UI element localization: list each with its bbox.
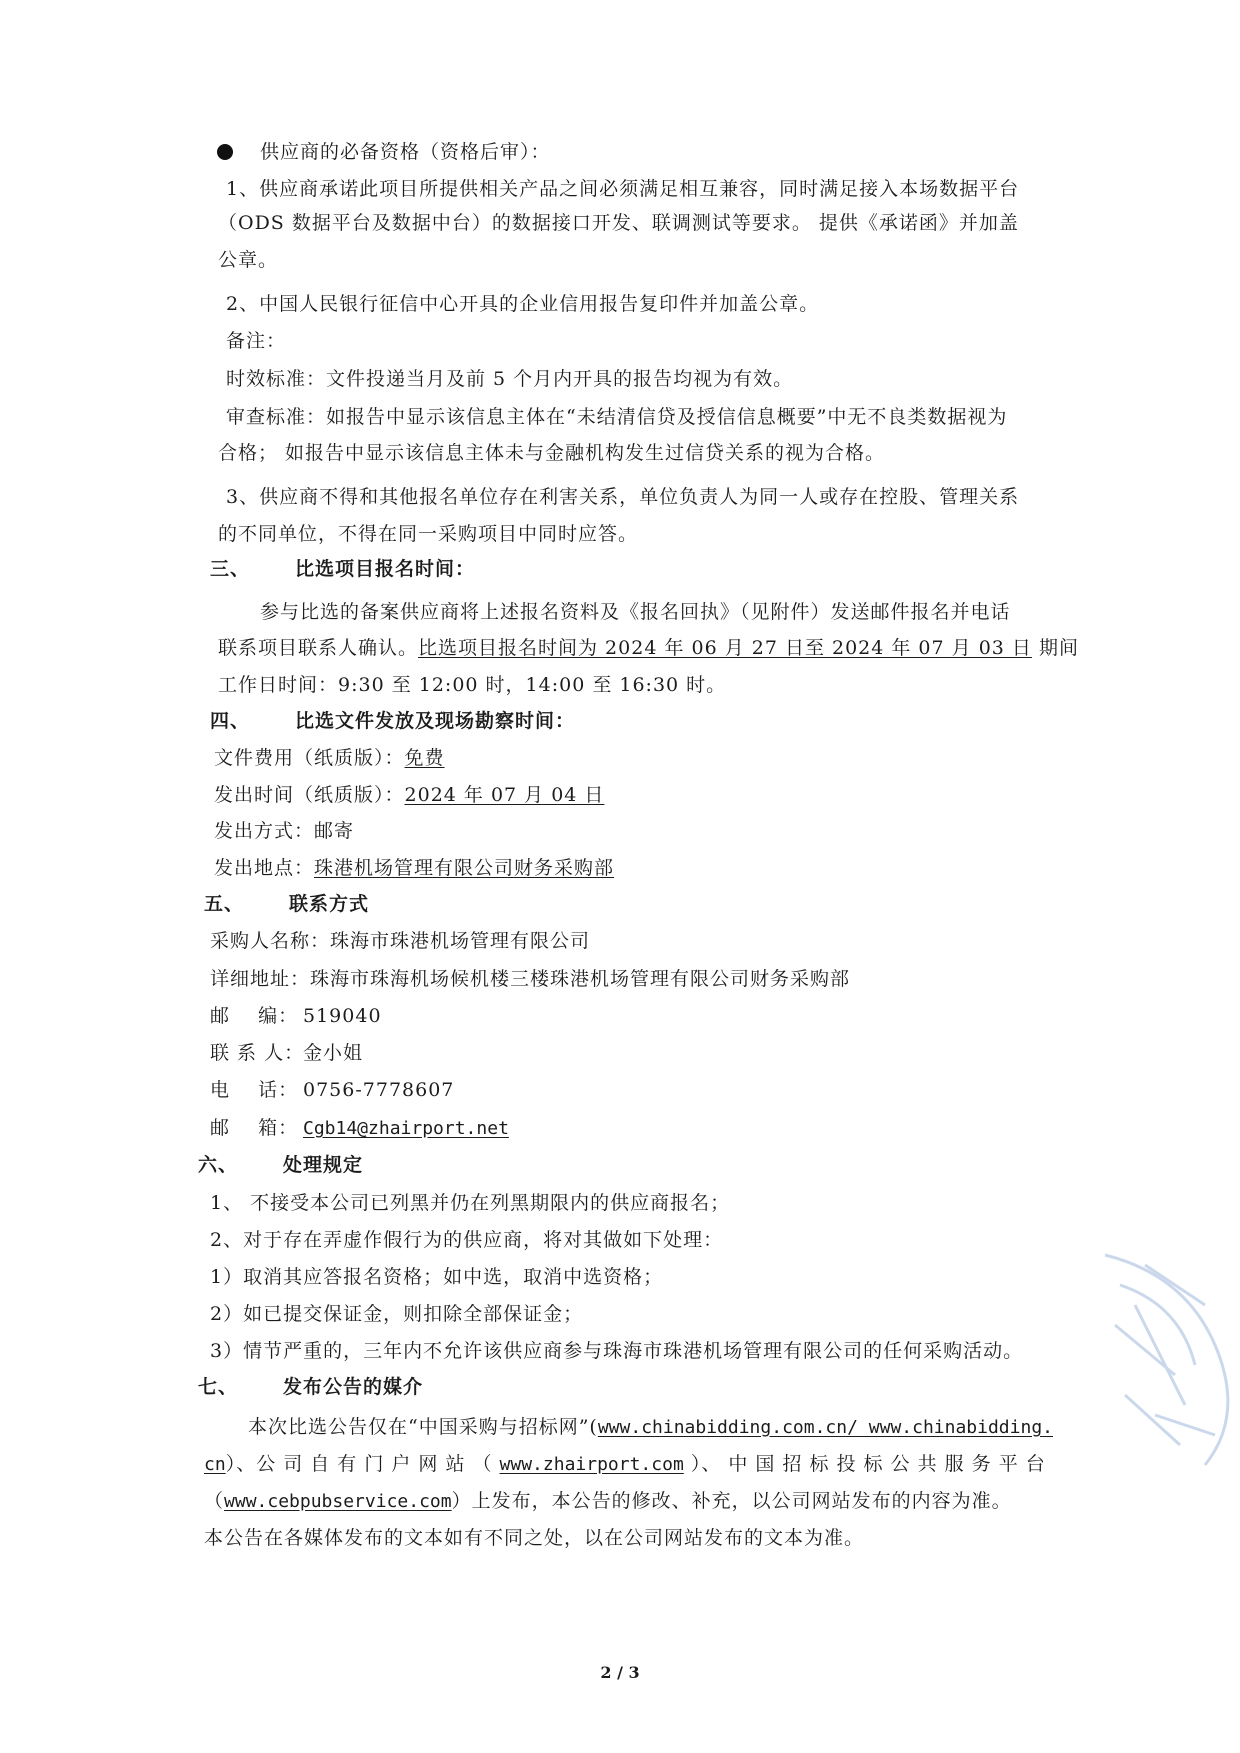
media-text-1: 本次比选公告仅在“中国采购与招标网”( bbox=[248, 1416, 598, 1438]
email-row bbox=[210, 1119, 509, 1138]
file-fee-value: 免费 bbox=[404, 747, 445, 769]
media-text-3: ）、 中 国 招 标 投 标 公 共 服 务 平 台 bbox=[683, 1453, 1046, 1475]
chinabidding-link[interactable]: www.chinabidding.com.cn/ www.chinabidding. bbox=[597, 1417, 1053, 1438]
contact-value: 金小姐 bbox=[303, 1042, 364, 1064]
review-standard-line-1: 审查标准：如报告中显示该信息主体在“未结清信贷及授信信息概要”中无不良类数据视为 bbox=[226, 406, 1008, 428]
zip-label: 邮 编： bbox=[210, 1005, 299, 1027]
media-line-3 bbox=[204, 1492, 1012, 1511]
buyer-name: 采购人名称：珠海市珠港机场管理有限公司 bbox=[210, 930, 591, 952]
requirement-3-line-1: 3、供应商不得和其他报名单位存在利害关系，单位负责人为同一人或存在控股、管理关系 bbox=[226, 486, 1020, 508]
contact-row bbox=[210, 1044, 363, 1063]
issue-method: 发出方式：邮寄 bbox=[214, 820, 355, 842]
section-4-title: 比选文件发放及现场勘察时间： bbox=[295, 710, 576, 732]
phone-label: 电 话： bbox=[210, 1079, 299, 1101]
section-7-heading bbox=[198, 1378, 423, 1397]
rule-1: 1、 不接受本公司已列黑并仍在列黑期限内的供应商报名； bbox=[210, 1192, 731, 1214]
section-4-number: 四、 bbox=[210, 710, 251, 732]
section-3-para-line-2 bbox=[218, 639, 1079, 658]
media-text-2: ）、公 司 自 有 门 户 网 站 （ bbox=[225, 1453, 500, 1475]
registration-period: 比选项目报名时间为 2024 年 06 月 27 日至 2024 年 07 月 03 日 bbox=[418, 637, 1032, 659]
zip-value: 519040 bbox=[303, 1005, 382, 1027]
section-5-number: 五、 bbox=[204, 893, 245, 915]
issue-time-row bbox=[214, 786, 604, 805]
section-4-heading bbox=[210, 712, 575, 731]
company-seal-stamp bbox=[1085, 1245, 1235, 1475]
media-line-4: 本公告在各媒体发布的文本如有不同之处，以在公司网站发布的文本为准。 bbox=[204, 1527, 865, 1549]
section-5-heading bbox=[204, 895, 369, 914]
section-6-heading bbox=[198, 1156, 363, 1175]
rule-2-2: 2）如已提交保证金，则扣除全部保证金； bbox=[210, 1303, 584, 1325]
chinabidding-link-end[interactable]: cn bbox=[204, 1454, 226, 1475]
contact-label: 联 系 人： bbox=[210, 1042, 305, 1064]
bullet-icon bbox=[217, 144, 233, 160]
requirement-2: 2、中国人民银行征信中心开具的企业信用报告复印件并加盖公章。 bbox=[226, 293, 820, 315]
rule-2-1: 1）取消其应答报名资格；如中选，取消中选资格； bbox=[210, 1266, 664, 1288]
buyer-address: 详细地址：珠海市珠海机场候机楼三楼珠港机场管理有限公司财务采购部 bbox=[210, 968, 851, 990]
issue-place-value: 珠港机场管理有限公司财务采购部 bbox=[314, 857, 615, 879]
time-standard: 时效标准：文件投递当月及前 5 个月内开具的报告均视为有效。 bbox=[226, 368, 794, 390]
section-3-number: 三、 bbox=[210, 558, 251, 580]
section-7-number: 七、 bbox=[198, 1376, 239, 1398]
section-3-tail: 期间 bbox=[1031, 637, 1079, 659]
cebpubservice-link[interactable]: www.cebpubservice.com bbox=[224, 1491, 452, 1512]
page-number: 2 / 3 bbox=[600, 1663, 640, 1682]
review-standard-line-2: 合格； 如报告中显示该信息主体未与金融机构发生过信贷关系的视为合格。 bbox=[218, 442, 886, 464]
file-fee-row bbox=[214, 749, 445, 768]
media-line-2 bbox=[204, 1455, 1046, 1474]
section-3-heading bbox=[210, 560, 475, 579]
media-line-1 bbox=[248, 1418, 1053, 1437]
requirement-1-line-3: 公章。 bbox=[218, 249, 279, 271]
issue-time-label: 发出时间（纸质版）： bbox=[214, 784, 405, 806]
file-fee-label: 文件费用（纸质版）： bbox=[214, 747, 405, 769]
zhairport-link[interactable]: www.zhairport.com bbox=[499, 1454, 684, 1475]
section-6-number: 六、 bbox=[198, 1154, 239, 1176]
section-3-title: 比选项目报名时间： bbox=[295, 558, 476, 580]
rule-2: 2、对于存在弄虚作假行为的供应商，将对其做如下处理： bbox=[210, 1229, 724, 1251]
email-link[interactable]: Cgb14@zhairport.net bbox=[303, 1118, 509, 1139]
requirement-1-line-2: （ODS 数据平台及数据中台）的数据接口开发、联调测试等要求。 提供《承诺函》并加盖 bbox=[218, 212, 1019, 234]
phone-row bbox=[210, 1081, 454, 1100]
zip-row bbox=[210, 1007, 382, 1026]
section-5-title: 联系方式 bbox=[289, 893, 370, 915]
section-3-para-line-1: 参与比选的备案供应商将上述报名资料及《报名回执》（见附件）发送邮件报名并电话 bbox=[260, 601, 1011, 623]
issue-time-value: 2024 年 07 月 04 日 bbox=[404, 784, 605, 806]
requirement-3-line-2: 的不同单位，不得在同一采购项目中同时应答。 bbox=[218, 523, 639, 545]
issue-place-label: 发出地点： bbox=[214, 857, 315, 879]
media-paren: （ bbox=[204, 1490, 225, 1512]
requirement-1-line-1: 1、供应商承诺此项目所提供相关产品之间必须满足相互兼容，同时满足接入本场数据平台 bbox=[226, 178, 1020, 200]
qualification-heading: 供应商的必备资格（资格后审）： bbox=[260, 141, 551, 163]
media-text-4: ）上发布，本公告的修改、补充，以公司网站发布的内容为准。 bbox=[451, 1490, 1012, 1512]
rule-2-3: 3）情节严重的，三年内不允许该供应商参与珠海市珠港机场管理有限公司的任何采购活动。 bbox=[210, 1340, 1024, 1362]
email-label: 邮 箱： bbox=[210, 1117, 299, 1139]
working-hours: 工作日时间：9:30 至 12:00 时，14:00 至 16:30 时。 bbox=[218, 674, 727, 696]
section-3-text: 联系项目联系人确认。 bbox=[218, 637, 419, 659]
remark-label: 备注： bbox=[226, 330, 287, 352]
issue-place-row bbox=[214, 859, 614, 878]
section-6-title: 处理规定 bbox=[283, 1154, 364, 1176]
phone-value: 0756-7778607 bbox=[303, 1079, 455, 1101]
section-7-title: 发布公告的媒介 bbox=[283, 1376, 424, 1398]
